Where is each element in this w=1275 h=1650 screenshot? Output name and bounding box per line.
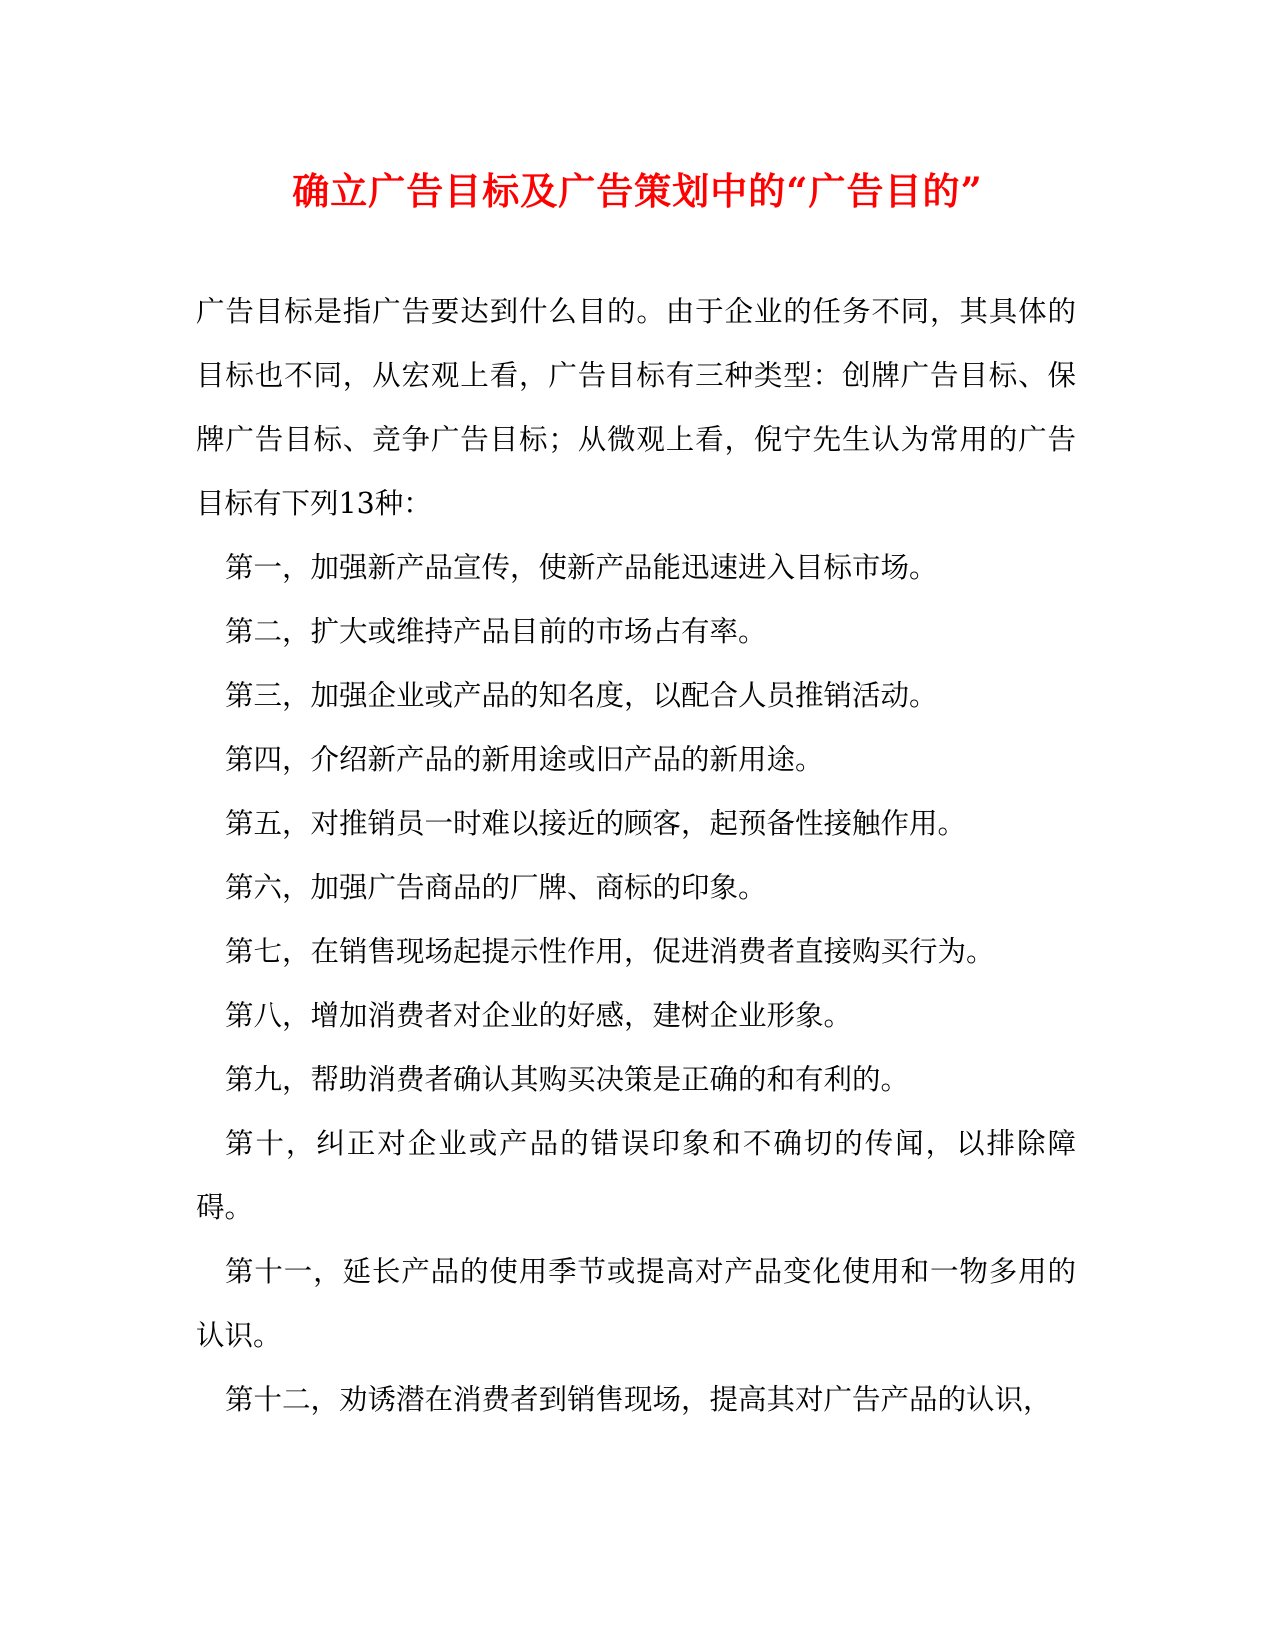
list-item-6: 第六，加强广告商品的厂牌、商标的印象。 xyxy=(225,871,767,904)
list-item-4: 第四，介绍新产品的新用途或旧产品的新用途。 xyxy=(225,743,824,776)
list-item-2: 第二，扩大或维持产品目前的市场占有率。 xyxy=(225,615,767,648)
document-body xyxy=(196,280,1076,1432)
list-item-10: 第十，纠正对企业或产品的错误印象和不确切的传闻，以排除障碍。 xyxy=(196,1127,1076,1224)
list-item-7: 第七，在销售现场起提示性作用，促进消费者直接购买行为。 xyxy=(225,935,995,968)
intro-paragraph: 广告目标是指广告要达到什么目的。由于企业的任务不同，其具体的目标也不同，从宏观上看，广告目标有三种类型：创牌广告目标、保牌广告目标、竞争广告目标；从微观上看，倪宁先生认为常用的广告目标有下列13种： xyxy=(196,295,1076,520)
list-item-1: 第一，加强新产品宣传，使新产品能迅速进入目标市场。 xyxy=(225,551,938,584)
list-item-12: 第十二，劝诱潜在消费者到销售现场，提高其对广告产品的认识， xyxy=(225,1383,1052,1416)
document-title: 确立广告目标及广告策划中的“广告目的” xyxy=(292,169,983,213)
list-item-3: 第三，加强企业或产品的知名度，以配合人员推销活动。 xyxy=(225,679,938,712)
list-item-8: 第八，增加消费者对企业的好感，建树企业形象。 xyxy=(225,999,853,1032)
list-item-9: 第九，帮助消费者确认其购买决策是正确的和有利的。 xyxy=(225,1063,910,1096)
list-item-11: 第十一，延长产品的使用季节或提高对产品变化使用和一物多用的认识。 xyxy=(196,1255,1076,1352)
list-item-5: 第五，对推销员一时难以接近的顾客，起预备性接触作用。 xyxy=(225,807,967,840)
